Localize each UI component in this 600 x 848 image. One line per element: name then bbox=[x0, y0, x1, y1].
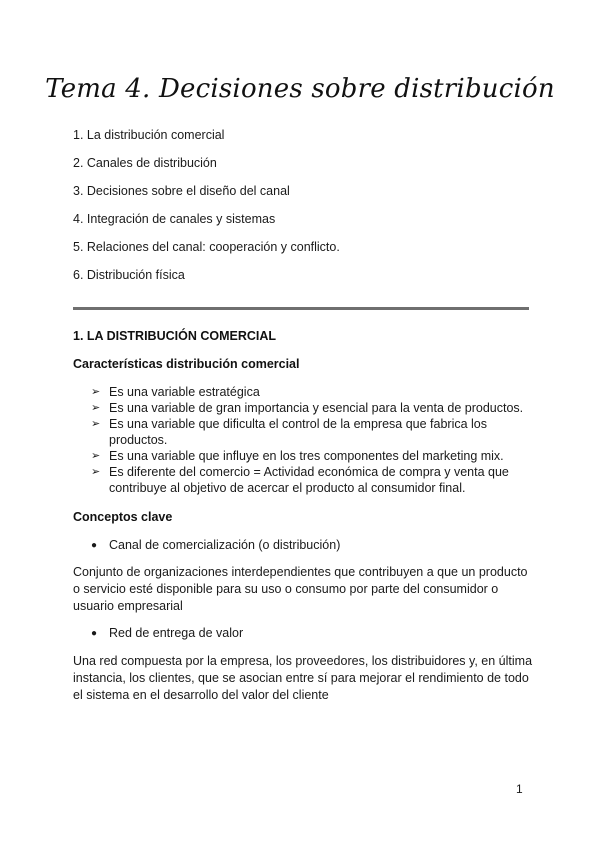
list-item-text: Es una variable estratégica bbox=[109, 385, 260, 399]
concepto-bullet bbox=[91, 625, 243, 643]
concepto-label: Red de entrega de valor bbox=[109, 626, 244, 640]
toc-item: 4. Integración de canales y sistemas bbox=[73, 212, 276, 226]
subheading-conceptos: Conceptos clave bbox=[73, 510, 173, 524]
arrow-bullet-icon: ➢ bbox=[91, 386, 101, 398]
concepto-definition: Conjunto de organizaciones interdependientes que contribuyen a que un producto o servicio esté disponible para su uso o consumo por parte del consumidor o usuario empresarial bbox=[73, 565, 528, 613]
list-item bbox=[91, 384, 531, 400]
list-item-text: Es una variable que influye en los tres componentes del marketing mix. bbox=[109, 449, 504, 463]
arrow-bullet-icon: ➢ bbox=[91, 418, 101, 430]
horizontal-divider bbox=[73, 307, 529, 310]
toc-item: 6. Distribución física bbox=[73, 268, 185, 282]
list-item bbox=[91, 400, 531, 416]
document-title: Tema 4. Decisiones sobre distribución bbox=[45, 74, 555, 104]
bullet-dot-icon: ● bbox=[91, 540, 98, 551]
list-item-text: Es una variable de gran importancia y esencial para la venta de productos. bbox=[109, 401, 524, 415]
table-of-contents bbox=[73, 127, 340, 295]
list-item-text: Es una variable que dificulta el control de la empresa que fabrica los productos. bbox=[109, 417, 487, 447]
arrow-bullet-icon: ➢ bbox=[91, 466, 101, 478]
arrow-bullet-icon: ➢ bbox=[91, 402, 101, 414]
caracteristicas-list bbox=[91, 384, 531, 496]
toc-item: 3. Decisiones sobre el diseño del canal bbox=[73, 184, 290, 198]
toc-item: 1. La distribución comercial bbox=[73, 128, 225, 142]
page-number: 1 bbox=[516, 782, 523, 796]
section-heading: 1. LA DISTRIBUCIÓN COMERCIAL bbox=[73, 329, 277, 343]
concepto-definition: Una red compuesta por la empresa, los proveedores, los distribuidores y, en última instancia, los clientes, que se asocian entre sí para mejorar el rendimiento de todo el sistema en el desarrollo del valor del cliente bbox=[73, 654, 533, 702]
bullet-dot-icon: ● bbox=[91, 628, 98, 639]
arrow-bullet-icon: ➢ bbox=[91, 450, 101, 462]
list-item bbox=[91, 464, 531, 496]
concepto-label: Canal de comercialización (o distribución) bbox=[109, 538, 341, 552]
list-item bbox=[91, 416, 531, 448]
concepto-bullet bbox=[91, 537, 340, 555]
subheading-caracteristicas: Características distribución comercial bbox=[73, 357, 300, 371]
list-item bbox=[91, 448, 531, 464]
toc-item: 5. Relaciones del canal: cooperación y conflicto. bbox=[73, 240, 340, 254]
list-item-text: Es diferente del comercio = Actividad económica de compra y venta que contribuye al objetivo de acercar el producto al consumidor final. bbox=[109, 465, 509, 495]
toc-item: 2. Canales de distribución bbox=[73, 156, 217, 170]
